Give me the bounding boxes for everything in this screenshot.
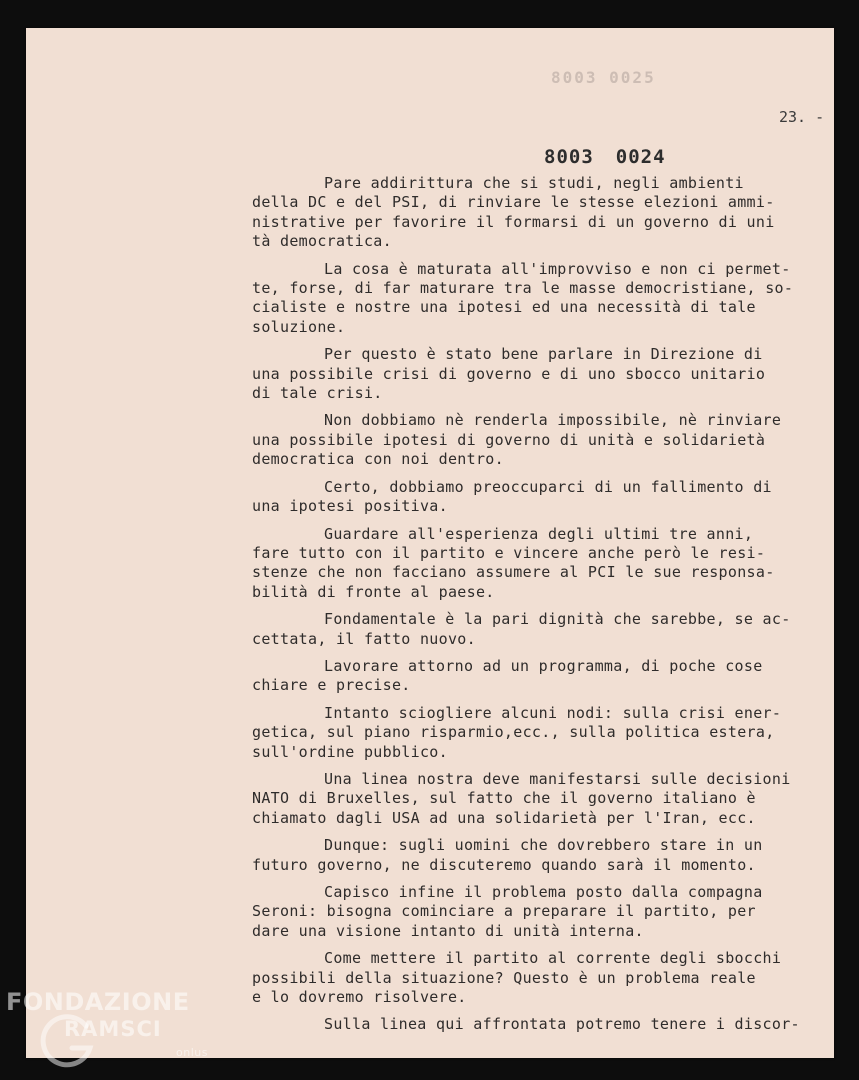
paragraph: Dunque: sugli uomini che dovrebbero stare in un futuro governo, ne discuteremo quando sarà il momento. <box>252 836 763 874</box>
bleed-through-number: 8003 0025 <box>551 68 656 87</box>
watermark-line-2: RAMSCI <box>64 1017 162 1041</box>
typed-text-body <box>252 174 812 1043</box>
paragraph: Pare addirittura che si studi, negli ambienti della DC e del PSI, di rinviare le stesse elezioni ammi- nistrative per favorire il formarsi di un governo di uni tà democratica. <box>252 174 775 251</box>
paragraph: Certo, dobbiamo preoccuparci di un fallimento di una ipotesi positiva. <box>252 477 772 516</box>
paragraph: Una linea nostra deve manifestarsi sulle decisioni NATO di Bruxelles, sul fatto che il governo italiano è chiamato dagli USA ad una solidarietà per l'Iran, ecc. <box>252 769 791 827</box>
paragraph: Sulla linea qui affrontata potremo tenere i discor- <box>324 1015 800 1034</box>
paragraph: Lavorare attorno ad un programma, di poche cose chiare e precise. <box>252 656 763 695</box>
paragraph: Come mettere il partito al corrente degli sbocchi possibili della situazione? Questo è un problema reale e lo dovremo risolvere. <box>252 949 782 1007</box>
watermark-line-1: FONDAZIONE <box>6 988 190 1016</box>
paragraph: La cosa è maturata all'improvviso e non ci permet- te, forse, di far maturare tra le masse democristiane, so- cialiste e nostre una ipotesi ed una necessità di tale soluzione. <box>252 259 794 336</box>
document-number-part-b: 0024 <box>615 146 666 168</box>
fondazione-gramsci-watermark <box>6 988 216 1068</box>
page-number: 23. - <box>779 108 825 126</box>
document-number-part-a: 8003 <box>544 146 594 168</box>
watermark-line-3: onlus <box>176 1046 208 1059</box>
paragraph: Intanto sciogliere alcuni nodi: sulla crisi ener- getica, sul piano risparmio,ecc., sulla politica estera, sull'ordine pubblico. <box>252 703 782 761</box>
paragraph: Fondamentale è la pari dignità che sarebbe, se ac- cettata, il fatto nuovo. <box>252 610 791 648</box>
document-number <box>544 146 688 168</box>
paragraph: Per questo è stato bene parlare in Direzione di una possibile crisi di governo e di uno sbocco unitario di tale crisi. <box>252 345 766 403</box>
paragraph: Non dobbiamo nè renderla impossibile, nè rinviare una possibile ipotesi di governo di unità e solidarietà democratica con noi dentro. <box>252 411 782 469</box>
paragraph: Capisco infine il problema posto dalla compagna Seroni: bisogna cominciare a preparare il partito, per dare una visione intanto di unità interna. <box>252 883 763 940</box>
paragraph: Guardare all'esperienza degli ultimi tre anni, fare tutto con il partito e vincere anche però le resi- stenze che non facciano assumere al PCI le sue responsa- bilità di fronte al paese. <box>252 524 775 601</box>
